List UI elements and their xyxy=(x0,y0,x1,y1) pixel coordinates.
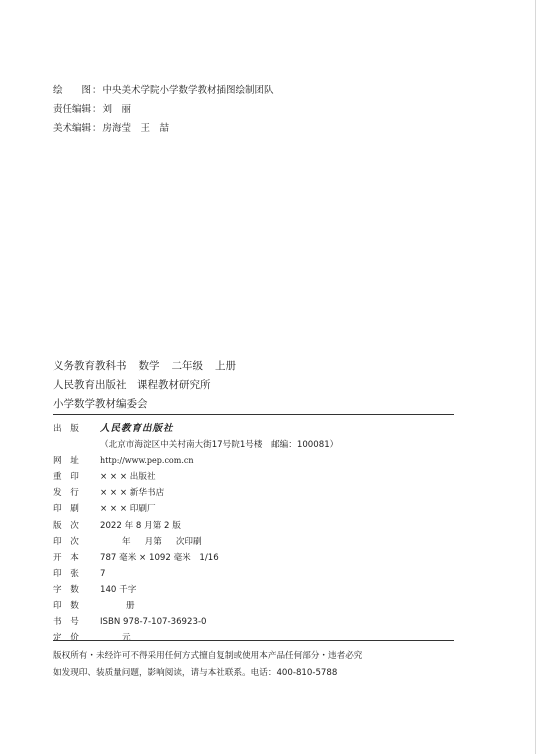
credit-key: 责任编辑 xyxy=(53,104,92,115)
printing-value: × × × 印刷厂 xyxy=(100,504,156,515)
credits-block xyxy=(53,81,274,138)
pub-label: 版 次 xyxy=(53,520,79,531)
editor-committee: 小学数学教材编委会 xyxy=(53,398,148,410)
page-edge xyxy=(535,0,536,754)
pub-label: 发 行 xyxy=(53,488,79,499)
pub-label: 出 版 xyxy=(53,424,79,434)
copyright-notice: 版权所有・未经许可不得采用任何方式擅自复制或使用本产品任何部分・违者必究 xyxy=(53,651,363,661)
isbn-value: ISBN 978-7-107-36923-0 xyxy=(100,617,207,628)
volume-name: 上册 xyxy=(215,360,236,372)
publisher-line: 人民教育出版社 课程教材研究所 xyxy=(53,379,211,391)
pub-label: 定 价 xyxy=(53,633,79,644)
pub-label: 印 张 xyxy=(53,568,79,579)
pub-label: 书 号 xyxy=(53,617,79,628)
words-value: 140 千字 xyxy=(100,584,137,595)
copies-value: 册 xyxy=(126,601,135,612)
credit-editor: 责任编辑 ： 刘 丽 xyxy=(53,100,274,119)
divider-top xyxy=(53,414,454,415)
credit-art-editor: 美术编辑 ： 房海莹 王 喆 xyxy=(53,119,274,138)
publisher-address: （北京市海淀区中关村南大街17号院1号楼 邮编：100081） xyxy=(100,440,339,451)
price-value: 元 xyxy=(122,633,131,644)
credit-illustration: 绘 图 ： 中央美术学院小学数学教材插图绘制团队 xyxy=(53,81,274,100)
contact-notice: 如发现印、装质量问题，影响阅读，请与本社联系。电话：400-810-5788 xyxy=(53,668,338,678)
credit-key: 美术编辑 xyxy=(53,123,92,134)
format-value: 787 毫米 × 1092 毫米 1/16 xyxy=(100,552,219,563)
reprint-value: × × × 出版社 xyxy=(100,472,156,483)
distribution-value: × × × 新华书店 xyxy=(100,488,165,499)
pub-label: 网 址 xyxy=(53,456,79,467)
subject-name: 数学 xyxy=(138,360,160,372)
credit-key: 绘 图 xyxy=(53,85,92,96)
pub-label: 印 刷 xyxy=(53,504,79,515)
divider-bottom xyxy=(53,640,454,641)
pub-label: 字 数 xyxy=(53,584,79,595)
publisher-url: http://www.pep.com.cn xyxy=(100,456,194,466)
edition-value: 2022 年 8 月第 2 版 xyxy=(100,520,181,531)
publisher-logo: 人民教育出版社 xyxy=(100,423,174,434)
sheets-value: 7 xyxy=(100,568,106,579)
grade-name: 二年级 xyxy=(171,360,203,372)
pub-label: 开 本 xyxy=(53,552,79,563)
footer-notice xyxy=(53,648,362,682)
pub-label: 印 次 xyxy=(53,536,79,547)
pub-label: 印 数 xyxy=(53,601,79,612)
book-title-block xyxy=(53,357,236,414)
book-title xyxy=(53,357,236,376)
credit-value: 房海莹 王 喆 xyxy=(102,123,170,134)
series-name: 义务教育教科书 xyxy=(53,360,127,372)
credit-value: 刘 丽 xyxy=(102,104,132,115)
pub-label: 重 印 xyxy=(53,472,79,483)
impression-value: 年 月第 次印刷 xyxy=(122,536,202,547)
credit-value: 中央美术学院小学数学教材插图绘制团队 xyxy=(102,85,274,96)
